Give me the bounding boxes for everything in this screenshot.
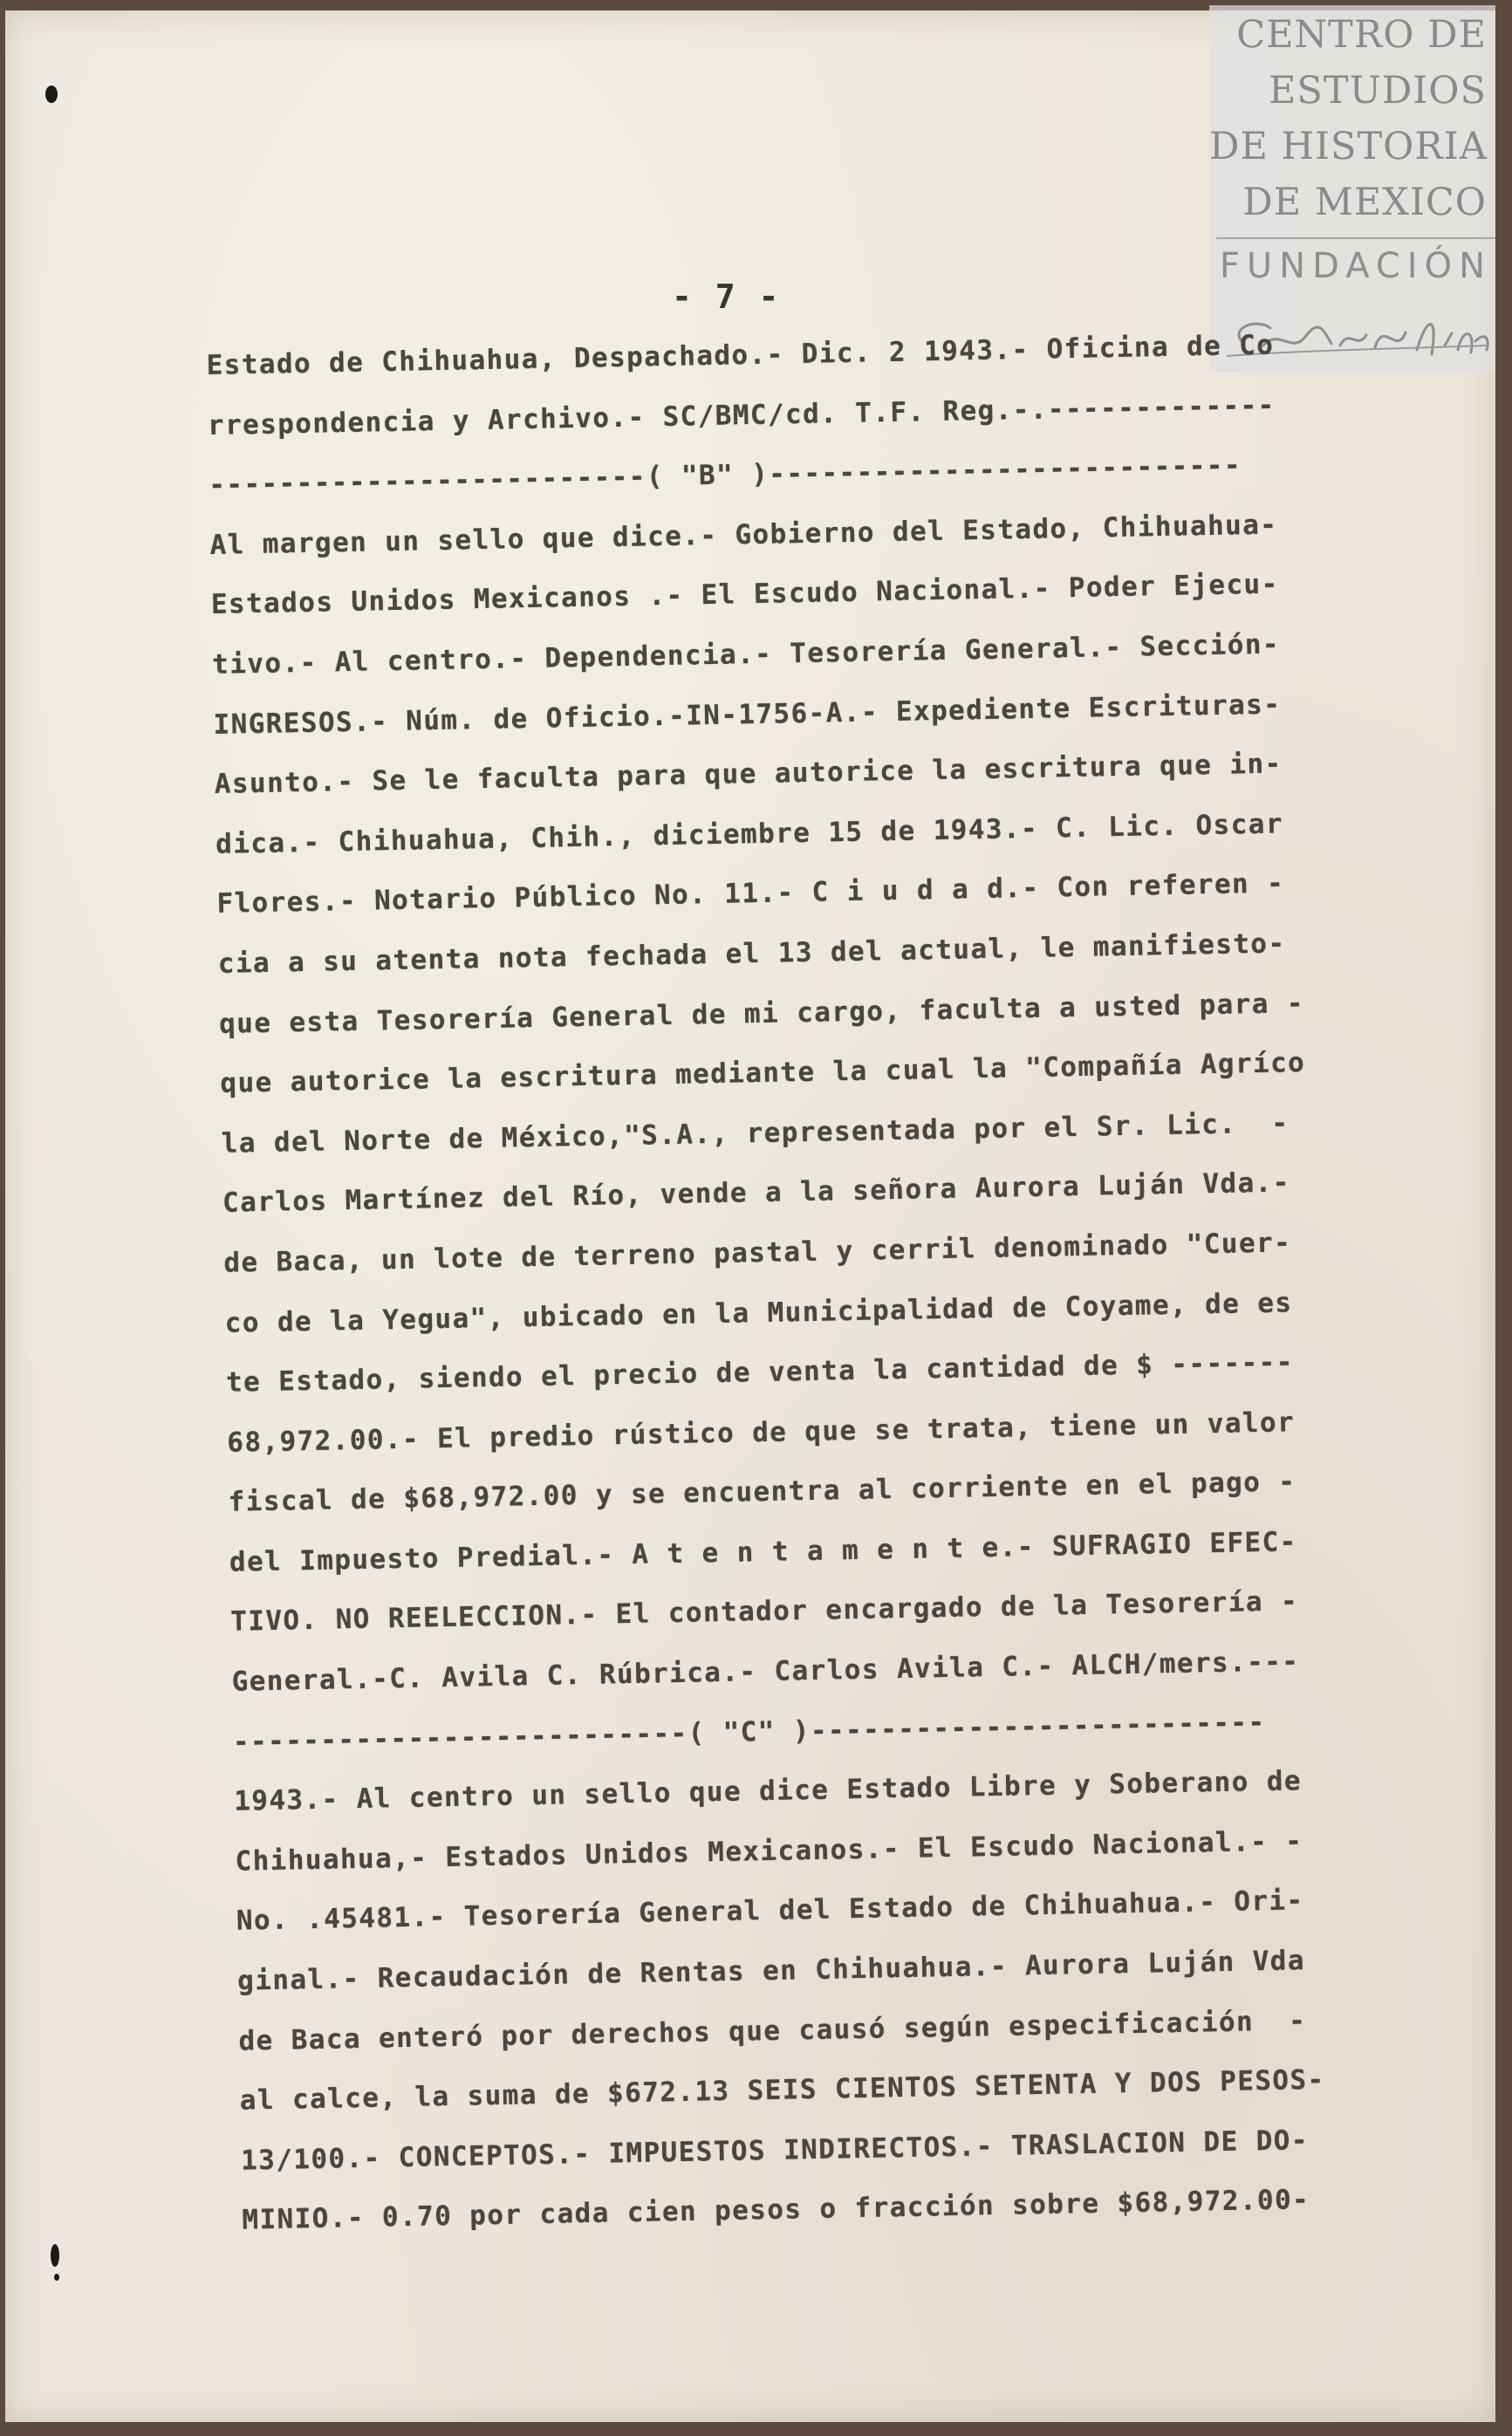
punch-mark [51,2244,59,2267]
punch-mark [45,86,58,103]
watermark-foundation: FUNDACIÓN [1219,246,1492,286]
text-line: Estado de Chihuahua, Despachado.- Dic. 2 1943.- Oficina de Co [206,329,1275,381]
text-line: No. .45481.- Tesorería General del Estado de Chihuahua.- Ori- [236,1885,1304,1938]
text-line: Estados Unidos Mexicanos .- El Escudo Nacional.- Poder Ejecu- [210,568,1279,621]
text-line: la del Norte de México,"S.A., representada por el Sr. Lic. - [221,1107,1290,1160]
text-line: General.-C. Avila C. Rúbrica.- Carlos Avila C.- ALCH/mers.--- [231,1646,1300,1698]
text-line: Carlos Martínez del Río, vende a la señora Aurora Luján Vda.- [222,1167,1291,1220]
watermark-line: DE MEXICO [1242,181,1487,224]
text-line: co de la Yegua", ubicado en la Municipalidad de Coyame, de es [224,1286,1293,1339]
text-line: dica.- Chihuahua, Chih., diciembre 15 de 1943.- C. Lic. Oscar [215,808,1284,860]
text-line: 13/100.- CONCEPTOS.- IMPUESTOS INDIRECTOS.- TRASLACION DE DO- [240,2124,1310,2177]
text-line: que autorice la escritura mediante la cual la "Compañía Agríco [220,1047,1306,1099]
text-line: Chihuahua,- Estados Unidos Mexicanos.- El Escudo Nacional.- - [235,1825,1303,1878]
text-line: INGRESOS.- Núm. de Oficio.-IN-1756-A.- Expediente Escrituras- [213,688,1282,741]
watermark-divider [1216,237,1495,239]
text-line: TIVO. NO REELECCION.- El contador encargado de la Tesorería - [229,1585,1299,1639]
text-line: Al margen un sello que dice.- Gobierno del Estado, Chihuahua- [209,509,1278,561]
text-line: que esta Tesorería General de mi cargo, faculta a usted para - [218,987,1305,1040]
watermark-line: DE HISTORIA [1209,125,1488,168]
text-line: ginal.- Recaudación de Rentas en Chihuahua.- Aurora Luján Vda [236,1945,1306,1997]
text-line: MINIO.- 0.70 por cada cien pesos o fracción sobre $68,972.00- [242,2184,1310,2237]
text-line: -------------------------( "B" )--------------------------- [208,449,1242,502]
watermark-line: ESTUDIOS [1269,69,1487,113]
text-line: te Estado, siendo el precio de venta la cantidad de $ ------- [225,1346,1295,1399]
text-line: Flores.- Notario Público No. 11.- C i u d a d.- Con referen - [216,867,1285,920]
text-line: cia a su atenta nota fechada el 13 del actual, le manifiesto- [217,927,1286,980]
text-line: Asunto.- Se le faculta para que autorice la escritura que in- [214,748,1283,801]
text-line: 68,972.00.- El predio rústico de que se trata, tiene un valor [227,1406,1296,1459]
text-line: fiscal de $68,972.00 y se encuentra al corriente en el pago - [228,1466,1296,1519]
text-line: 1943.- Al centro un sello que dice Estado Libre y Soberano de [233,1765,1303,1817]
text-line: de Baca, un lote de terreno pastal y cerril denominado "Cuer- [223,1227,1292,1279]
punch-mark [54,2274,59,2281]
document-body [206,314,1368,2250]
text-line: --------------------------( "C" )-------------------------- [232,1706,1266,1758]
text-line: tivo.- Al centro.- Dependencia.- Tesorería General.- Sección- [211,628,1281,681]
watermark-line: CENTRO DE [1236,13,1487,57]
text-line: del Impuesto Predial.- A t e n t a m e n t e.- SUFRAGIO EFEC- [229,1526,1297,1578]
text-line: al calce, la suma de $672.13 SEIS CIENTOS SETENTA Y DOS PESOS- [239,2063,1325,2117]
text-line: rrespondencia y Archivo.- SC/BMC/cd. T.F. Reg.-.------------- [207,389,1276,441]
text-line: de Baca enteró por derechos que causó según especificación - [238,2004,1307,2057]
page-number: - 7 - [672,277,781,316]
